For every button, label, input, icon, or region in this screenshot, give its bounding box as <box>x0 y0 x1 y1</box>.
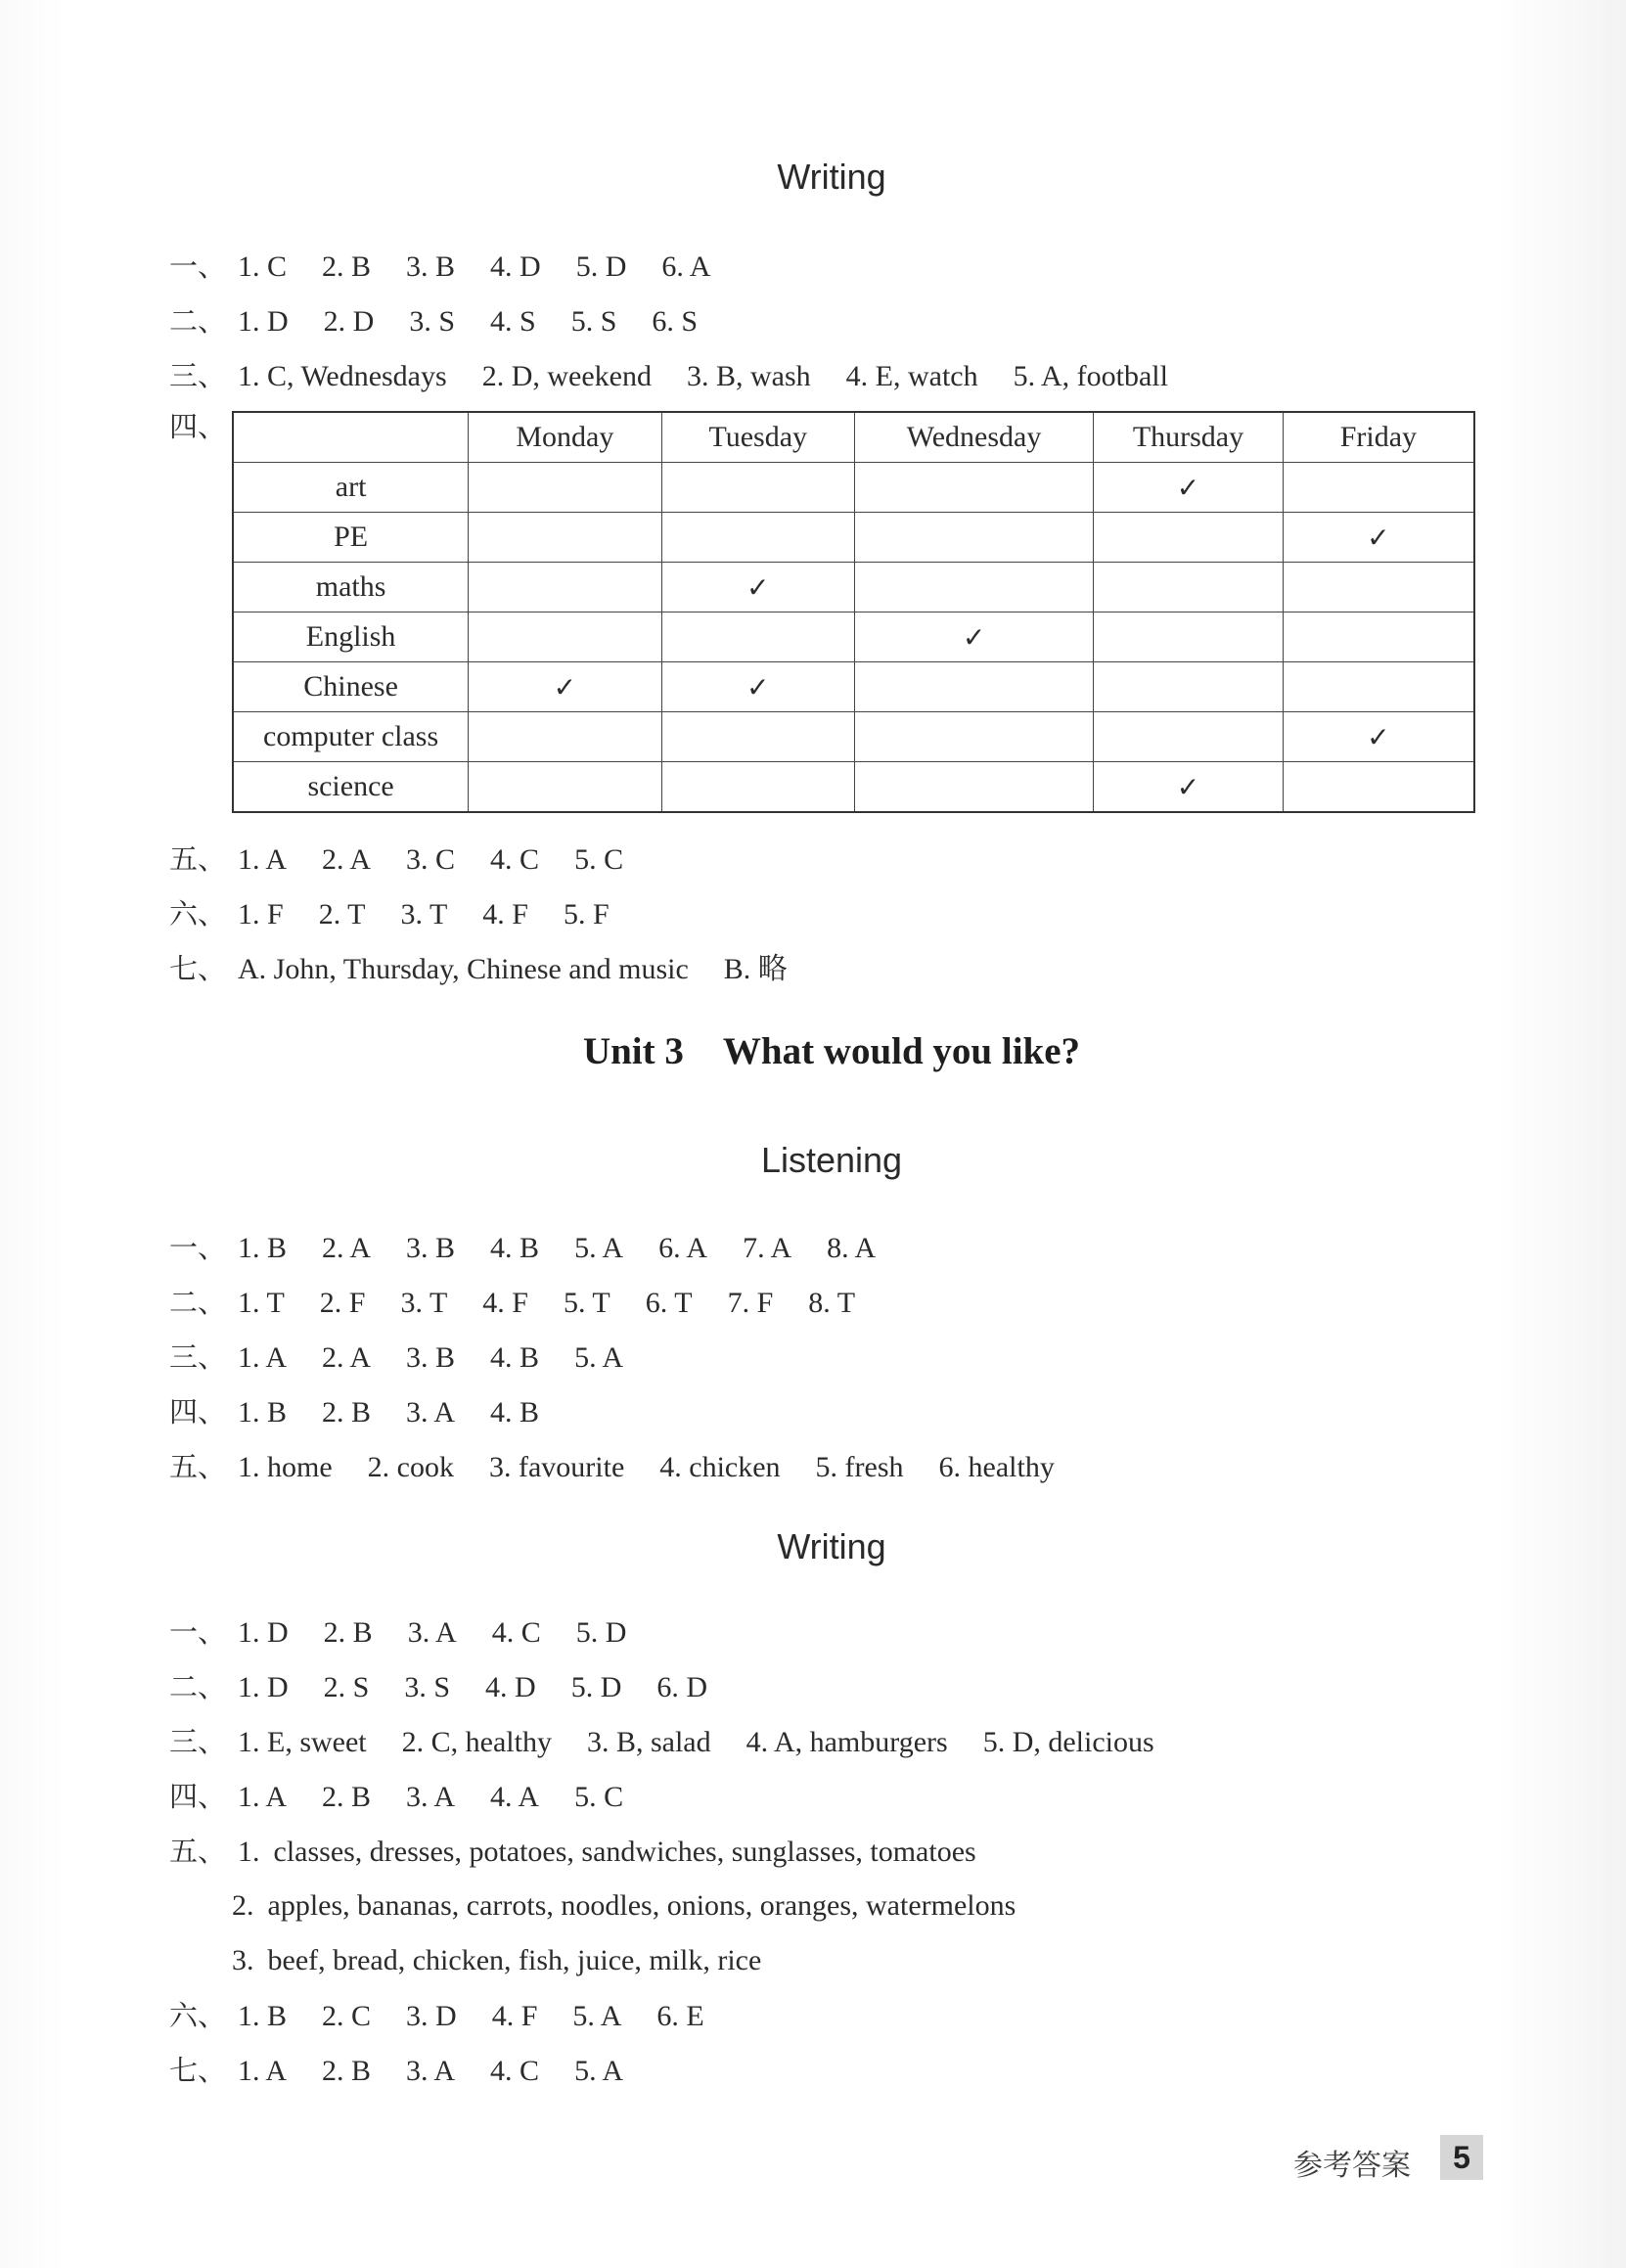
answer-item: B. 略 <box>723 953 788 985</box>
empty-cell <box>1283 563 1474 612</box>
page-number: 5 <box>1440 2135 1483 2180</box>
answer-item: 1. E, sweet <box>238 1726 367 1758</box>
answer-item: 3. B, salad <box>586 1726 711 1758</box>
question-mark: 三、 <box>169 1725 227 1758</box>
answer-item: 5. D <box>570 1671 622 1703</box>
answer-item: 2. A <box>322 1341 372 1374</box>
answer-item: 1. D <box>238 305 289 338</box>
answer-items <box>238 898 610 930</box>
answer-item: 3. favourite <box>488 1451 625 1483</box>
answer-item: 2. B <box>322 1396 372 1429</box>
answer-line-l4 <box>169 1390 539 1433</box>
answer-items <box>238 1341 623 1374</box>
question-mark: 五、 <box>169 1450 227 1483</box>
question-mark: 六、 <box>169 897 227 930</box>
subject-cell: science <box>233 762 469 813</box>
answer-line-w1 <box>169 1610 626 1654</box>
answer-line-w4 <box>169 1775 623 1818</box>
answer-item: 2. A <box>322 1232 372 1264</box>
empty-cell <box>469 463 661 513</box>
answer-line-2 <box>169 299 698 342</box>
empty-cell <box>661 513 854 563</box>
empty-cell <box>661 612 854 662</box>
day-header: Monday <box>469 412 661 463</box>
empty-cell <box>1094 662 1283 712</box>
answer-item: 4. C <box>490 2055 540 2087</box>
answer-item: 4. A <box>490 1781 540 1813</box>
question-mark: 七、 <box>169 952 227 985</box>
answer-item: 8. T <box>808 1287 856 1319</box>
answer-item: 3. D <box>406 2000 457 2032</box>
answer-item: 1. B <box>238 1396 288 1429</box>
answer-line-3 <box>169 354 1168 397</box>
check-mark-cell: ✓ <box>661 563 854 612</box>
empty-cell <box>661 463 854 513</box>
empty-cell <box>469 563 661 612</box>
answer-item: 6. A <box>661 250 711 283</box>
answer-item: 3. T <box>400 898 448 930</box>
empty-cell <box>1283 662 1474 712</box>
empty-cell <box>1094 612 1283 662</box>
answer-item: 1. B <box>238 2000 288 2032</box>
answer-item: 3. A <box>406 1396 456 1429</box>
timetable-row <box>233 563 1474 612</box>
answer-item: 5. A <box>572 2000 622 2032</box>
question-mark: 四、 <box>169 1395 227 1429</box>
answer-item: 2. C, healthy <box>401 1726 552 1758</box>
answer-item: 5. C <box>574 1781 624 1813</box>
answer-item: 5. D, delicious <box>982 1726 1154 1758</box>
answer-item: 5. fresh <box>815 1451 904 1483</box>
subject-cell: computer class <box>233 712 469 762</box>
check-mark-cell: ✓ <box>1094 762 1283 813</box>
empty-cell <box>854 662 1093 712</box>
section-heading-writing-2: Writing <box>777 1526 886 1566</box>
subject-cell: maths <box>233 563 469 612</box>
answer-items <box>238 1671 707 1703</box>
timetable-row <box>233 762 1474 813</box>
day-header: Wednesday <box>854 412 1093 463</box>
answer-items <box>238 1726 1154 1758</box>
answer-line-l3 <box>169 1336 623 1379</box>
answer-item: 3. B <box>406 1232 456 1264</box>
answer-item: 7. F <box>727 1287 774 1319</box>
word-list: beef, bread, chicken, fish, juice, milk, rice <box>267 1944 762 1976</box>
answer-item: 2. D <box>323 305 375 338</box>
answer-line-w3 <box>169 1720 1154 1763</box>
empty-cell <box>1094 563 1283 612</box>
answer-item: 3. B <box>406 1341 456 1374</box>
answer-item: 3. B <box>406 250 456 283</box>
answer-item: 1. T <box>238 1287 285 1319</box>
answer-items <box>238 250 710 283</box>
sub-number: 2. <box>232 1889 254 1922</box>
timetable <box>232 411 1475 813</box>
answer-item: A. John, Thursday, Chinese and music <box>238 953 689 985</box>
sub-number: 3. <box>232 1944 254 1976</box>
answer-item: 4. F <box>482 898 528 930</box>
check-mark-cell: ✓ <box>1283 513 1474 563</box>
answer-item: 1. D <box>238 1671 289 1703</box>
answer-item: 1. A <box>238 843 288 876</box>
answer-item: 3. A <box>407 1616 457 1649</box>
answer-item: 2. B <box>322 1781 372 1813</box>
answer-item: 3. T <box>400 1287 448 1319</box>
answer-item: 1. A <box>238 1341 288 1374</box>
answer-item: 3. A <box>406 1781 456 1813</box>
answer-item: 5. A, football <box>1013 360 1168 392</box>
answer-item: 5. D <box>575 250 627 283</box>
answer-line-1 <box>169 245 710 288</box>
answer-item: 3. B, wash <box>686 360 811 392</box>
answer-line-6 <box>169 892 610 935</box>
answer-item: 2. cook <box>367 1451 454 1483</box>
answer-item: 5. S <box>570 305 617 338</box>
timetable-row <box>233 513 1474 563</box>
answer-item: 2. C <box>322 2000 372 2032</box>
answer-item: 1. C, Wednesdays <box>238 360 447 392</box>
answer-item: 2. F <box>319 1287 366 1319</box>
answer-item: 4. A, hamburgers <box>745 1726 948 1758</box>
answer-items <box>238 305 698 338</box>
question-mark: 三、 <box>169 359 227 392</box>
subject-cell: Chinese <box>233 662 469 712</box>
answer-item: 3. C <box>406 843 456 876</box>
answer-line-l2 <box>169 1281 855 1324</box>
empty-cell <box>661 762 854 813</box>
answer-items <box>238 1616 626 1649</box>
timetable-row <box>233 463 1474 513</box>
answer-item: 2. S <box>323 1671 370 1703</box>
empty-cell <box>469 762 661 813</box>
answer-items <box>238 2000 704 2032</box>
answer-item: 4. B <box>490 1232 540 1264</box>
empty-cell <box>469 513 661 563</box>
empty-cell <box>854 463 1093 513</box>
answer-item: 1. home <box>238 1451 333 1483</box>
answer-item: 5. A <box>574 2055 624 2087</box>
answer-item: 1. D <box>238 1616 289 1649</box>
timetable-row <box>233 612 1474 662</box>
answer-item: 6. T <box>645 1287 693 1319</box>
answer-items <box>238 1232 876 1264</box>
question-mark: 五、 <box>169 1835 227 1868</box>
answer-items <box>238 1287 855 1319</box>
answer-item: 2. B <box>322 2055 372 2087</box>
question-mark: 二、 <box>169 1670 227 1703</box>
question-mark: 三、 <box>169 1340 227 1374</box>
day-header: Friday <box>1283 412 1474 463</box>
answer-item: 6. D <box>656 1671 708 1703</box>
question-mark: 二、 <box>169 1286 227 1319</box>
answer-item: 8. A <box>827 1232 877 1264</box>
empty-cell <box>469 712 661 762</box>
timetable-row <box>233 662 1474 712</box>
subject-cell: art <box>233 463 469 513</box>
answer-line-l1 <box>169 1226 876 1269</box>
question-mark: 五、 <box>169 842 227 876</box>
empty-cell <box>1283 463 1474 513</box>
answer-item: 5. A <box>574 1341 624 1374</box>
empty-cell <box>469 612 661 662</box>
footer-label: 参考答案 <box>1293 2149 1411 2183</box>
empty-cell <box>854 712 1093 762</box>
answer-items <box>238 2055 623 2087</box>
question-mark: 七、 <box>169 2054 227 2087</box>
empty-cell <box>854 762 1093 813</box>
subject-cell: PE <box>233 513 469 563</box>
answer-items <box>238 953 788 985</box>
question-mark: 一、 <box>169 1615 227 1649</box>
answer-line-w7 <box>169 2049 623 2092</box>
answer-line-4 <box>169 405 238 448</box>
answer-line-w5-3 <box>232 1939 761 1982</box>
answer-item: 3. S <box>409 305 456 338</box>
answer-item: 4. D <box>485 1671 536 1703</box>
timetable-header-row <box>233 412 1474 463</box>
answer-item: 3. S <box>404 1671 451 1703</box>
unit-number: Unit 3 <box>582 1030 684 1072</box>
question-mark: 六、 <box>169 1999 227 2032</box>
empty-cell <box>1094 513 1283 563</box>
question-mark: 四、 <box>169 1780 227 1813</box>
day-header: Thursday <box>1094 412 1283 463</box>
answer-line-w2 <box>169 1665 707 1708</box>
answer-item: 4. E, watch <box>845 360 978 392</box>
answer-item: 5. T <box>563 1287 610 1319</box>
word-list: apples, bananas, carrots, noodles, onions, oranges, watermelons <box>267 1889 1016 1922</box>
answer-item: 3. A <box>406 2055 456 2087</box>
answer-line-5 <box>169 838 623 881</box>
answer-item: 4. F <box>491 2000 538 2032</box>
answer-line-l5 <box>169 1445 1055 1488</box>
answer-item: 2. A <box>322 843 372 876</box>
empty-cell <box>854 513 1093 563</box>
answer-item: 5. C <box>574 843 624 876</box>
answer-items <box>238 1396 539 1429</box>
answer-item: 1. F <box>238 898 284 930</box>
answer-item: 4. S <box>490 305 536 338</box>
subject-cell: English <box>233 612 469 662</box>
check-mark-cell: ✓ <box>854 612 1093 662</box>
empty-cell <box>1283 762 1474 813</box>
answer-item: 2. B <box>323 1616 373 1649</box>
answer-item: 4. B <box>490 1341 540 1374</box>
unit-name: What would you like? <box>722 1030 1081 1072</box>
answer-item: 5. F <box>563 898 610 930</box>
answer-item: 5. A <box>574 1232 624 1264</box>
answer-item: 4. F <box>482 1287 528 1319</box>
timetable-row <box>233 712 1474 762</box>
question-mark: 二、 <box>169 304 227 338</box>
question-mark: 四、 <box>169 410 227 443</box>
answer-item: 4. chicken <box>659 1451 781 1483</box>
check-mark-cell: ✓ <box>1283 712 1474 762</box>
answer-item: 7. A <box>743 1232 792 1264</box>
answer-line-w5-2 <box>232 1884 1016 1928</box>
timetable-corner <box>233 412 469 463</box>
section-heading-listening: Listening <box>760 1140 903 1180</box>
empty-cell <box>1094 712 1283 762</box>
answer-items <box>238 1451 1055 1483</box>
answer-item: 1. A <box>238 2055 288 2087</box>
answer-item: 1. C <box>238 250 288 283</box>
answer-item: 2. B <box>322 250 372 283</box>
sub-number: 1. <box>238 1836 260 1868</box>
answer-items <box>238 1781 623 1813</box>
answer-item: 6. A <box>658 1232 708 1264</box>
question-mark: 一、 <box>169 1231 227 1264</box>
unit-title <box>0 1029 1626 1073</box>
answer-item: 6. E <box>656 2000 704 2032</box>
empty-cell <box>854 563 1093 612</box>
answer-line-7 <box>169 947 788 990</box>
word-list: classes, dresses, potatoes, sandwiches, sunglasses, tomatoes <box>273 1836 976 1868</box>
answer-item: 4. D <box>490 250 541 283</box>
answer-item: 4. C <box>491 1616 541 1649</box>
section-heading-writing: Writing <box>777 157 886 197</box>
answer-item: 4. C <box>490 843 540 876</box>
empty-cell <box>661 712 854 762</box>
empty-cell <box>1283 612 1474 662</box>
check-mark-cell: ✓ <box>469 662 661 712</box>
answer-items <box>238 360 1168 392</box>
answer-items <box>238 843 623 876</box>
answer-item: 5. D <box>575 1616 627 1649</box>
answer-item: 6. healthy <box>938 1451 1055 1483</box>
check-mark-cell: ✓ <box>1094 463 1283 513</box>
answer-item: 6. S <box>652 305 699 338</box>
answer-item: 4. B <box>490 1396 540 1429</box>
question-mark: 一、 <box>169 249 227 283</box>
answer-line-w5 <box>169 1830 976 1873</box>
answer-line-w6 <box>169 1994 704 2037</box>
answer-item: 1. B <box>238 1232 288 1264</box>
answer-item: 1. A <box>238 1781 288 1813</box>
check-mark-cell: ✓ <box>661 662 854 712</box>
day-header: Tuesday <box>661 412 854 463</box>
answer-item: 2. T <box>318 898 366 930</box>
answer-item: 2. D, weekend <box>481 360 652 392</box>
